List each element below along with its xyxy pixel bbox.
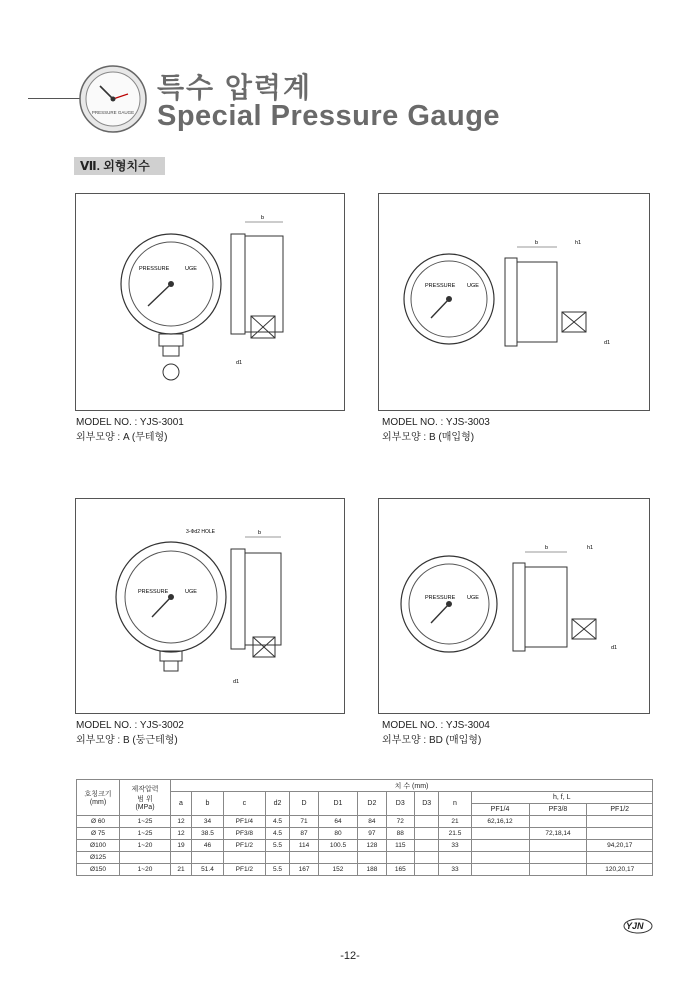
table-cell: 87	[290, 828, 318, 840]
table-cell	[587, 828, 653, 840]
model-caption-2	[382, 415, 490, 445]
model-number: MODEL NO. : YJS-3001	[76, 417, 184, 428]
table-cell: 38.5	[191, 828, 223, 840]
table-cell: 88	[386, 828, 414, 840]
svg-text:b: b	[261, 215, 265, 221]
table-cell: 114	[290, 840, 318, 852]
table-cell: 1~25	[120, 828, 171, 840]
model-shape: 외부모양 : B (매입형)	[382, 432, 475, 443]
dimension-table	[76, 779, 653, 876]
table-cell: 46	[191, 840, 223, 852]
header-rule	[28, 98, 80, 99]
table-cell: 4.5	[265, 828, 290, 840]
header-subcol: PF1/4	[471, 804, 529, 816]
table-cell: 167	[290, 864, 318, 876]
table-cell: 94,20,17	[587, 840, 653, 852]
table-cell: 34	[191, 816, 223, 828]
table-cell	[414, 816, 438, 828]
model-shape: 외부모양 : B (둥근테형)	[76, 735, 178, 746]
table-cell: Ø150	[77, 864, 120, 876]
table-cell: 64	[318, 816, 357, 828]
model-caption-4	[382, 718, 490, 748]
table-cell	[265, 852, 290, 864]
table-cell: 100.5	[318, 840, 357, 852]
table-cell	[529, 852, 587, 864]
table-cell	[414, 852, 438, 864]
table-row	[77, 816, 653, 828]
table-cell	[414, 828, 438, 840]
table-row	[77, 852, 653, 864]
svg-text:d1: d1	[611, 645, 618, 651]
gauge-drawing-d	[379, 499, 649, 713]
header-dims: 치 수 (mm)	[171, 780, 653, 792]
table-cell: 5.5	[265, 864, 290, 876]
svg-text:d1: d1	[604, 340, 611, 346]
table-cell	[120, 852, 171, 864]
svg-text:PRESSURE: PRESSURE	[138, 589, 169, 595]
table-cell	[471, 852, 529, 864]
table-cell	[471, 864, 529, 876]
table-cell: 5.5	[265, 840, 290, 852]
header-col: D3	[386, 792, 414, 816]
table-cell: 33	[439, 864, 471, 876]
model-number: MODEL NO. : YJS-3002	[76, 720, 184, 731]
table-cell: 62,16,12	[471, 816, 529, 828]
table-cell: 21	[439, 816, 471, 828]
table-cell: 188	[358, 864, 386, 876]
svg-text:PRESSURE: PRESSURE	[425, 283, 456, 289]
header-col: D2	[358, 792, 386, 816]
table-cell: 120,20,17	[587, 864, 653, 876]
header-range: 제작압력 범 위 (MPa)	[120, 780, 171, 816]
table-cell	[529, 816, 587, 828]
table-cell: 84	[358, 816, 386, 828]
header-col: D	[290, 792, 318, 816]
table-cell: Ø 60	[77, 816, 120, 828]
table-cell	[529, 864, 587, 876]
table-cell: 115	[386, 840, 414, 852]
svg-text:PRESSURE: PRESSURE	[425, 595, 456, 601]
table-cell: 72	[386, 816, 414, 828]
svg-text:b: b	[258, 530, 262, 536]
table-cell	[171, 852, 192, 864]
header-subcol: PF3/8	[529, 804, 587, 816]
header-subcol: PF1/2	[587, 804, 653, 816]
table-cell	[587, 852, 653, 864]
table-cell: 21	[171, 864, 192, 876]
gauge-drawing-b	[379, 194, 649, 410]
drawing-yjs-3004	[378, 498, 650, 714]
header-col: c	[224, 792, 266, 816]
svg-text:d1: d1	[233, 679, 240, 685]
svg-text:h1: h1	[575, 240, 582, 246]
header-col: d2	[265, 792, 290, 816]
svg-text:b: b	[545, 545, 549, 551]
table-cell: 12	[171, 828, 192, 840]
model-caption-1	[76, 415, 184, 445]
table-cell: 128	[358, 840, 386, 852]
svg-text:3-Φd2 HOLE: 3-Φd2 HOLE	[186, 529, 216, 535]
table-cell: 12	[171, 816, 192, 828]
table-cell	[191, 852, 223, 864]
table-cell	[439, 852, 471, 864]
table-cell: 33	[439, 840, 471, 852]
table-cell: 21.5	[439, 828, 471, 840]
header-hfl: h, f, L	[471, 792, 652, 804]
table-row	[77, 840, 653, 852]
table-cell: 1~25	[120, 816, 171, 828]
table-cell: PF1/2	[224, 840, 266, 852]
svg-text:UGE: UGE	[467, 595, 479, 601]
page-title-korean: 특수 압력계	[157, 72, 313, 103]
table-cell: PF3/8	[224, 828, 266, 840]
table-cell: 1~20	[120, 864, 171, 876]
gauge-drawing-c	[76, 499, 344, 713]
model-number: MODEL NO. : YJS-3003	[382, 417, 490, 428]
svg-text:b: b	[535, 240, 539, 246]
page-number: -12-	[340, 950, 360, 962]
table-cell: Ø100	[77, 840, 120, 852]
header-col: b	[191, 792, 223, 816]
table-cell	[318, 852, 357, 864]
table-cell: 4.5	[265, 816, 290, 828]
table-cell	[290, 852, 318, 864]
drawing-yjs-3003	[378, 193, 650, 411]
table-cell: 72,18,14	[529, 828, 587, 840]
model-number: MODEL NO. : YJS-3004	[382, 720, 490, 731]
table-cell	[358, 852, 386, 864]
table-cell: 1~20	[120, 840, 171, 852]
table-cell	[529, 840, 587, 852]
model-caption-3	[76, 718, 184, 748]
table-cell: Ø125	[77, 852, 120, 864]
table-body	[77, 816, 653, 876]
drawing-yjs-3001	[75, 193, 345, 411]
table-cell	[471, 828, 529, 840]
drawing-yjs-3002	[75, 498, 345, 714]
svg-text:UGE: UGE	[185, 266, 197, 272]
table-cell: Ø 75	[77, 828, 120, 840]
table-cell	[414, 840, 438, 852]
table-cell	[414, 864, 438, 876]
table-cell: 97	[358, 828, 386, 840]
header-col: D3	[414, 792, 438, 816]
table-cell	[224, 852, 266, 864]
gauge-logo-icon	[78, 64, 148, 134]
svg-text:PRESSURE: PRESSURE	[139, 266, 170, 272]
gauge-drawing-a	[76, 194, 344, 410]
svg-text:UGE: UGE	[467, 283, 479, 289]
header-col: a	[171, 792, 192, 816]
table-cell: 165	[386, 864, 414, 876]
table-cell	[471, 840, 529, 852]
section-title: Ⅶ. 외형치수	[74, 157, 165, 175]
header-col: D1	[318, 792, 357, 816]
table-cell	[587, 816, 653, 828]
table-row	[77, 828, 653, 840]
svg-text:UGE: UGE	[185, 589, 197, 595]
table-row	[77, 864, 653, 876]
table-cell: 51.4	[191, 864, 223, 876]
table-cell: 71	[290, 816, 318, 828]
page-title-english: Special Pressure Gauge	[157, 100, 501, 132]
table-cell: 152	[318, 864, 357, 876]
table-cell: 19	[171, 840, 192, 852]
header-size: 호칭크기 (mm)	[77, 780, 120, 816]
svg-text:d1: d1	[236, 360, 243, 366]
logo-gauge-text: PRESSURE GAUGE	[91, 110, 135, 115]
table-cell: 80	[318, 828, 357, 840]
model-shape: 외부모양 : A (무테형)	[76, 432, 168, 443]
table-cell	[386, 852, 414, 864]
model-shape: 외부모양 : BD (매입형)	[382, 735, 482, 746]
brand-name: YJN	[626, 921, 644, 931]
svg-text:h1: h1	[587, 545, 594, 551]
table-cell: PF1/4	[224, 816, 266, 828]
table-cell: PF1/2	[224, 864, 266, 876]
header-col: n	[439, 792, 471, 816]
